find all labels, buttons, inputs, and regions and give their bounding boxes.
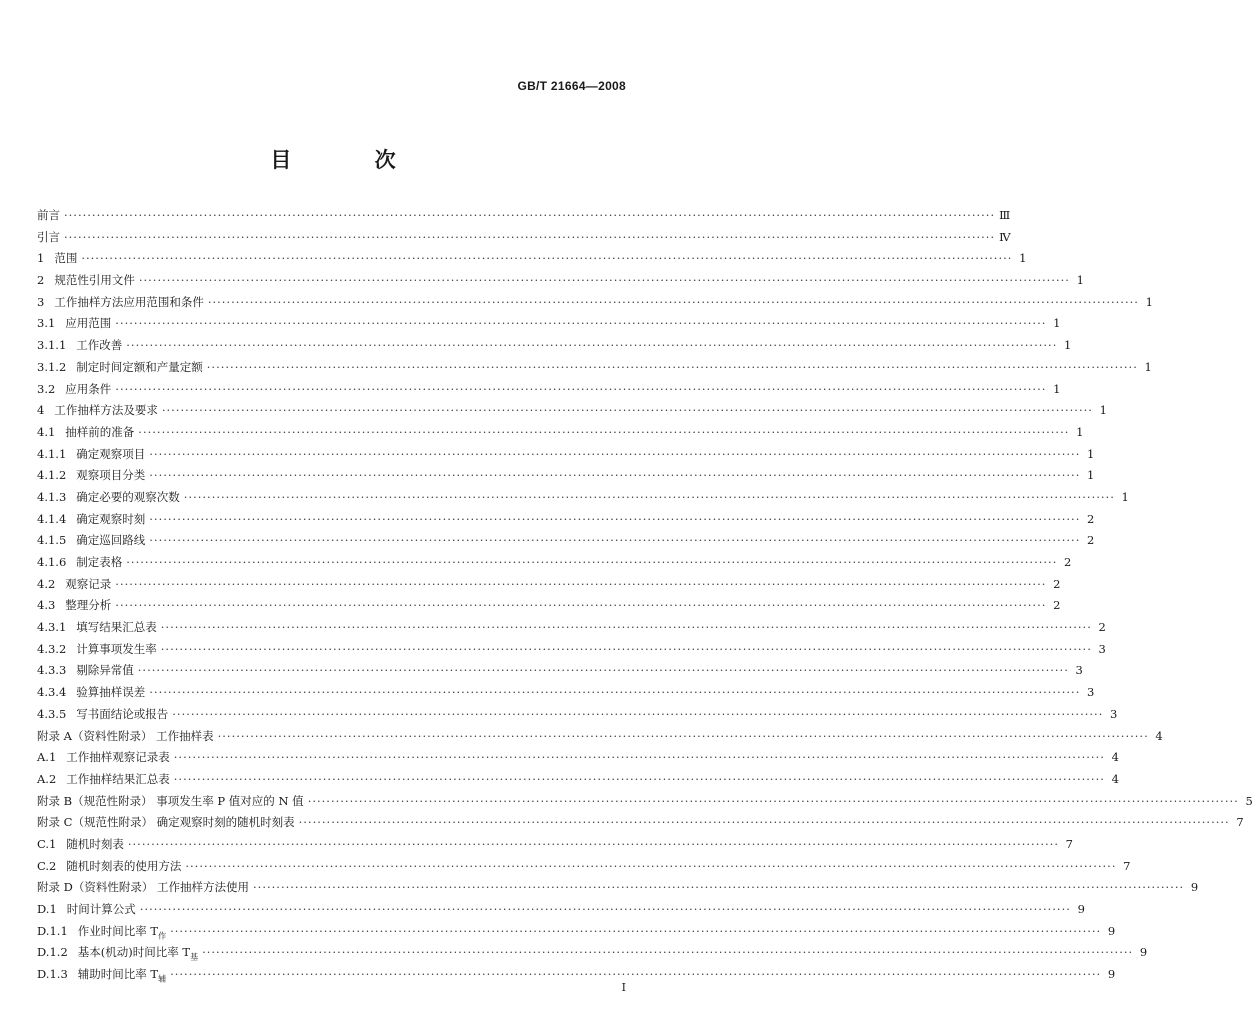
toc-leader-dots: ········································································································································································································ [115, 598, 1047, 613]
toc-entry-number: D.1 [37, 902, 57, 916]
toc-entry[interactable] [37, 205, 1011, 227]
toc-entry[interactable] [37, 552, 1072, 574]
toc-entry-page: 2 [1064, 555, 1072, 569]
symbol-subscript: 作 [158, 930, 167, 940]
toc-entry-title: 范围 [54, 251, 78, 266]
toc-entry-number: 3.1 [37, 316, 56, 331]
toc-title: 目 次 [270, 147, 434, 172]
toc-leader-dots: ········································································································································································································ [139, 902, 1071, 916]
toc-entry[interactable] [37, 617, 1106, 639]
toc-leader-dots: ········································································································································································································ [149, 446, 1081, 461]
standard-code: GB/T 21664—2008 [517, 79, 626, 93]
toc-entry[interactable] [37, 313, 1061, 335]
toc-entry-number: 4.2 [37, 576, 56, 591]
toc-entry-number: 4.3.1 [37, 620, 67, 635]
toc-entry[interactable] [37, 812, 1244, 834]
toc-entry-page: 5 [1245, 793, 1253, 808]
toc-leader-dots: ········································································································································································································ [298, 815, 1230, 830]
toc-entry-page: 1 [1087, 446, 1095, 461]
toc-entry-title: 验算抽样误差 [76, 685, 146, 700]
toc-entry-number: A.2 [37, 771, 57, 786]
toc-entry[interactable] [37, 465, 1095, 487]
toc-entry-page: 1 [1145, 294, 1153, 309]
toc-entry[interactable] [37, 400, 1107, 422]
toc-entry[interactable] [37, 487, 1129, 509]
symbol-subscript: 辅 [158, 974, 167, 984]
toc-entry[interactable] [37, 292, 1153, 314]
toc-entry-page: 3 [1087, 685, 1095, 700]
toc-leader-dots: ········································································································································································································ [149, 511, 1081, 526]
toc-entry[interactable] [37, 726, 1163, 748]
toc-entry-number: 4.3.4 [37, 685, 67, 700]
toc-entry[interactable] [37, 747, 1119, 769]
toc-entry-page: 3 [1098, 641, 1106, 656]
toc-entry-page: 9 [1139, 945, 1148, 960]
toc-leader-dots: ········································································································································································································ [127, 836, 1059, 851]
toc-entry-page: 2 [1087, 511, 1095, 526]
toc-entry-page: 9 [1107, 967, 1116, 982]
toc-entry-page: Ⅲ [999, 208, 1011, 222]
toc-entry-page: 4 [1111, 750, 1119, 765]
toc-leader-dots: ········································································································································································································ [64, 229, 996, 244]
toc-leader-dots: ········································································································································································································ [207, 294, 1139, 309]
toc-leader-dots: ········································································································································································································ [115, 576, 1047, 591]
toc-entry-title: 作业时间比率 $T_作$ [77, 923, 167, 940]
toc-leader-dots: ········································································································································································································ [160, 641, 1092, 656]
toc-entry-page: 1 [1144, 359, 1152, 374]
toc-entry-page: 1 [1099, 403, 1107, 418]
toc-leader-dots: ········································································································································································································ [307, 793, 1239, 808]
toc-entry-page: 2 [1087, 533, 1095, 548]
toc-entry-title: 工作抽样观察记录表 [66, 750, 170, 765]
toc-entry-page: 9 [1107, 923, 1116, 938]
toc-entry-number: 4.3.3 [37, 663, 67, 678]
toc-entry-page: 7 [1123, 858, 1131, 873]
toc-entry-number: 4 [37, 403, 45, 418]
toc-entry-title: 填写结果汇总表 [76, 620, 157, 635]
toc-entry[interactable] [37, 422, 1084, 444]
toc-entry[interactable] [37, 639, 1106, 661]
toc-leader-dots: ········································································································································································································ [172, 706, 1104, 721]
toc-entry[interactable] [37, 379, 1061, 401]
toc-leader-dots: ········································································································································································································ [138, 273, 1070, 288]
toc-entry-page: 1 [1076, 273, 1084, 288]
toc-entry[interactable] [37, 704, 1118, 726]
toc-entry[interactable] [37, 964, 1116, 986]
toc-entry-number: C.2 [37, 858, 57, 873]
toc-leader-dots: ········································································································································································································ [161, 403, 1093, 418]
toc-entry-page: 3 [1075, 663, 1083, 678]
toc-entry[interactable] [37, 357, 1152, 379]
toc-entry-page: 3 [1110, 706, 1118, 721]
toc-leader-dots: ········································································································································································································ [149, 533, 1081, 548]
toc-entry[interactable] [37, 444, 1095, 466]
toc-entry[interactable] [37, 248, 1027, 270]
toc-entry-number: 4.3.2 [37, 641, 67, 656]
toc-leader-dots: ········································································································································································································ [217, 728, 1149, 743]
toc-entry-number: 3.1.1 [37, 338, 67, 353]
toc-entry-title: 辅助时间比率 $T_辅$ [77, 967, 167, 984]
toc-leader-dots: ········································································································································································································ [202, 945, 1134, 960]
toc-leader-dots: ········································································································································································································ [64, 208, 996, 222]
toc-entry-title: 引言 [37, 229, 60, 244]
toc-leader-dots: ········································································································································································································ [138, 424, 1070, 439]
toc-entry-number: 4.3.5 [37, 706, 67, 721]
toc-entry-page: 1 [1076, 424, 1084, 439]
toc-leader-dots: ········································································································································································································ [173, 771, 1105, 786]
toc-leader-dots: ········································································································································································································ [149, 468, 1081, 483]
toc-entry-page: 9 [1077, 902, 1085, 916]
table-of-contents [37, 205, 1253, 986]
toc-entry-number: D.1.2 [37, 945, 68, 960]
toc-entry[interactable] [37, 509, 1095, 531]
toc-entry-title: 应用条件 [65, 381, 112, 396]
toc-entry-title: 随机时刻表 [66, 836, 124, 851]
toc-entry-title: 观察记录 [65, 576, 112, 591]
toc-leader-dots: ········································································································································································································ [185, 858, 1117, 873]
toc-entry-page: 4 [1155, 728, 1163, 743]
toc-leader-dots: ········································································································································································································ [253, 880, 1185, 895]
toc-entry-title: 确定必要的观察次数 [76, 489, 180, 504]
toc-entry-number: 4.1.4 [37, 511, 67, 526]
toc-leader-dots: ········································································································································································································ [206, 359, 1138, 374]
toc-entry-number: A.1 [37, 750, 57, 765]
toc-entry[interactable] [37, 530, 1095, 552]
toc-leader-dots: ········································································································································································································ [81, 251, 1013, 266]
toc-entry-number: 4.1.6 [37, 555, 67, 569]
toc-entry-page: 9 [1190, 880, 1199, 895]
toc-entry-title: 工作抽样方法应用范围和条件 [54, 294, 204, 309]
toc-entry[interactable] [37, 921, 1116, 943]
page-number: I [621, 981, 626, 994]
toc-entry[interactable] [37, 899, 1085, 921]
toc-leader-dots: ········································································································································································································ [173, 750, 1105, 765]
toc-leader-dots: ········································································································································································································ [137, 663, 1069, 678]
toc-entry-number: 4.1.3 [37, 489, 67, 504]
toc-leader-dots: ········································································································································································································ [170, 967, 1102, 982]
toc-entry-title: 附录 A（资料性附录） 工作抽样表 [37, 728, 214, 743]
toc-entry-number: D.1.3 [37, 967, 68, 982]
toc-leader-dots: ········································································································································································································ [126, 555, 1058, 569]
toc-entry-number: 4.1.5 [37, 533, 67, 548]
toc-entry-page: 1 [1121, 489, 1129, 504]
toc-entry-title: 附录 C（规范性附录） 确定观察时刻的随机时刻表 [37, 815, 295, 830]
toc-leader-dots: ········································································································································································································ [149, 685, 1081, 700]
toc-entry[interactable] [37, 595, 1061, 617]
toc-entry-title: 观察项目分类 [76, 468, 146, 483]
toc-entry[interactable] [37, 769, 1119, 791]
toc-entry[interactable] [37, 856, 1131, 878]
toc-entry-title: 随机时刻表的使用方法 [66, 858, 182, 873]
toc-entry-title: 时间计算公式 [66, 902, 136, 916]
toc-entry-number: 4.1.1 [37, 446, 67, 461]
toc-entry-number: 1 [37, 251, 45, 266]
toc-entry-title: 应用范围 [65, 316, 112, 331]
toc-leader-dots: ········································································································································································································ [183, 489, 1115, 504]
toc-entry-title: 确定巡回路线 [76, 533, 146, 548]
toc-entry-title: 基本(机动)时间比率 $T_基$ [77, 945, 199, 962]
toc-entry-title: 计算事项发生率 [76, 641, 157, 656]
toc-entry-title: 工作改善 [76, 338, 123, 353]
toc-entry[interactable] [37, 335, 1072, 357]
toc-entry[interactable] [37, 660, 1083, 682]
toc-entry-title: 抽样前的准备 [65, 424, 135, 439]
toc-entry-page: 1 [1064, 338, 1072, 353]
toc-entry-page: 7 [1236, 815, 1244, 830]
toc-entry-number: 2 [37, 273, 45, 288]
toc-entry-page: 1 [1053, 381, 1061, 396]
toc-leader-dots: ········································································································································································································ [160, 620, 1092, 635]
toc-leader-dots: ········································································································································································································ [115, 381, 1047, 396]
toc-entry[interactable] [37, 791, 1253, 813]
toc-entry-title: 前言 [37, 208, 60, 222]
toc-entry[interactable] [37, 942, 1148, 964]
toc-entry-number: D.1.1 [37, 923, 68, 938]
toc-entry-title: 附录 B（规范性附录） 事项发生率 P 值对应的 N 值 [37, 793, 304, 808]
symbol-subscript: 基 [190, 952, 199, 962]
toc-entry-number: 4.1 [37, 424, 56, 439]
toc-entry-title: 制定表格 [76, 555, 123, 569]
toc-entry-title: 规范性引用文件 [54, 273, 135, 288]
toc-entry-title: 剔除异常值 [76, 663, 134, 678]
toc-entry-title: 确定观察项目 [76, 446, 146, 461]
toc-entry-page: 2 [1098, 620, 1106, 635]
toc-entry-page: 2 [1053, 576, 1061, 591]
toc-entry-page: Ⅳ [999, 229, 1011, 244]
toc-entry-number: 3.2 [37, 381, 56, 396]
toc-entry-page: 1 [1087, 468, 1095, 483]
toc-entry[interactable] [37, 227, 1011, 249]
toc-entry[interactable] [37, 270, 1084, 292]
toc-entry-number: 4.3 [37, 598, 56, 613]
toc-entry-number: 4.1.2 [37, 468, 67, 483]
toc-entry-number: 3 [37, 294, 45, 309]
toc-entry-title: 写书面结论或报告 [76, 706, 169, 721]
toc-leader-dots: ········································································································································································································ [126, 338, 1058, 353]
toc-entry-page: 4 [1111, 771, 1119, 786]
toc-leader-dots: ········································································································································································································ [115, 316, 1047, 331]
toc-entry-page: 2 [1053, 598, 1061, 613]
toc-leader-dots: ········································································································································································································ [170, 923, 1102, 938]
toc-entry-number: 3.1.2 [37, 359, 67, 374]
toc-entry-title: 整理分析 [65, 598, 112, 613]
toc-entry-number: C.1 [37, 836, 57, 851]
toc-entry-title: 制定时间定额和产量定额 [76, 359, 203, 374]
toc-entry-page: 7 [1065, 836, 1073, 851]
toc-entry-page: 1 [1053, 316, 1061, 331]
toc-entry[interactable] [37, 682, 1095, 704]
toc-entry-title: 附录 D（资料性附录） 工作抽样方法使用 [37, 880, 250, 895]
toc-entry-title: 工作抽样方法及要求 [54, 403, 158, 418]
toc-entry-title: 工作抽样结果汇总表 [66, 771, 170, 786]
toc-entry-title: 确定观察时刻 [76, 511, 146, 526]
toc-entry-page: 1 [1019, 251, 1027, 266]
toc-entry[interactable] [37, 574, 1061, 596]
toc-entry[interactable] [37, 834, 1073, 856]
toc-entry[interactable] [37, 877, 1199, 899]
